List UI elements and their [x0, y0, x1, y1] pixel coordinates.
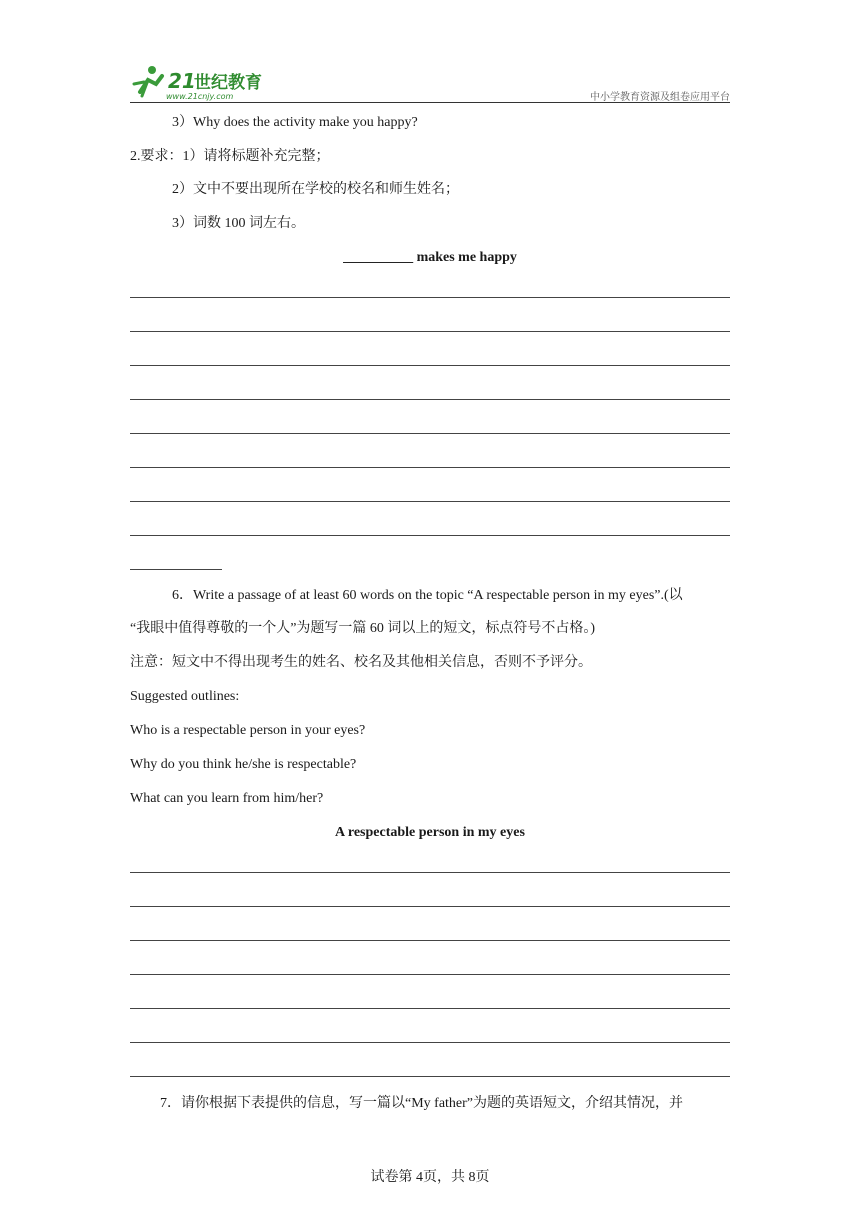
q6-outline-title: Suggested outlines:: [130, 689, 240, 704]
writing-line[interactable]: [130, 331, 730, 332]
title-blank: __________: [343, 250, 414, 265]
q6-outline-1: Who is a respectable person in your eyes?: [130, 723, 366, 738]
title-rest: makes me happy: [413, 250, 517, 265]
q6-note: 注意：短文中不得出现考生的姓名、校名及其他相关信息，否则不予评分。: [130, 655, 592, 670]
requirement-2: 2）文中不要出现所在学校的校名和师生姓名；: [172, 182, 459, 197]
q6-prompt-line2: “我眼中值得尊敬的一个人”为题写一篇 60 词以上的短文，标点符号不占格。): [130, 621, 596, 636]
q6-essay-title: A respectable person in my eyes: [335, 825, 525, 840]
item-3: 3）Why does the activity make you happy?: [172, 115, 418, 130]
writing-line[interactable]: [130, 1076, 730, 1077]
site-tagline: 中小学教育资源及组卷应用平台: [590, 92, 730, 103]
q6-outline-3: What can you learn from him/her?: [130, 791, 324, 806]
writing-line[interactable]: [130, 365, 730, 366]
writing-line[interactable]: [130, 297, 730, 298]
writing-line[interactable]: [130, 501, 730, 502]
q6-prompt-line1: 6．Write a passage of at least 60 words on the topic “A respectable person in my eyes”.(以: [172, 588, 683, 603]
requirement-3: 3）词数 100 词左右。: [172, 216, 305, 231]
logo-icon: [130, 62, 280, 102]
writing-line[interactable]: [130, 940, 730, 941]
svg-text:世纪教育: 世纪教育: [194, 73, 262, 93]
writing-line-short[interactable]: [130, 569, 222, 570]
writing-line[interactable]: [130, 467, 730, 468]
svg-text:www.21cnjy.com: www.21cnjy.com: [166, 92, 234, 101]
writing-line[interactable]: [130, 974, 730, 975]
svg-text:21: 21: [168, 69, 196, 93]
page-number: 试卷第 4页，共 8页: [370, 1170, 490, 1185]
writing-line[interactable]: [130, 1042, 730, 1043]
q6-outline-2: Why do you think he/she is respectable?: [130, 757, 357, 772]
writing-line[interactable]: [130, 433, 730, 434]
essay-title-happy: [130, 249, 730, 267]
page-header: [130, 62, 730, 102]
writing-line[interactable]: [130, 399, 730, 400]
writing-line[interactable]: [130, 1008, 730, 1009]
writing-line[interactable]: [130, 535, 730, 536]
writing-line[interactable]: [130, 906, 730, 907]
writing-line[interactable]: [130, 872, 730, 873]
header-divider: [130, 102, 730, 103]
requirements-title: 2.要求：1）请将标题补充完整；: [130, 149, 330, 164]
q7-prompt: 7．请你根据下表提供的信息，写一篇以“My father”为题的英语短文，介绍其情况，并: [160, 1096, 684, 1111]
